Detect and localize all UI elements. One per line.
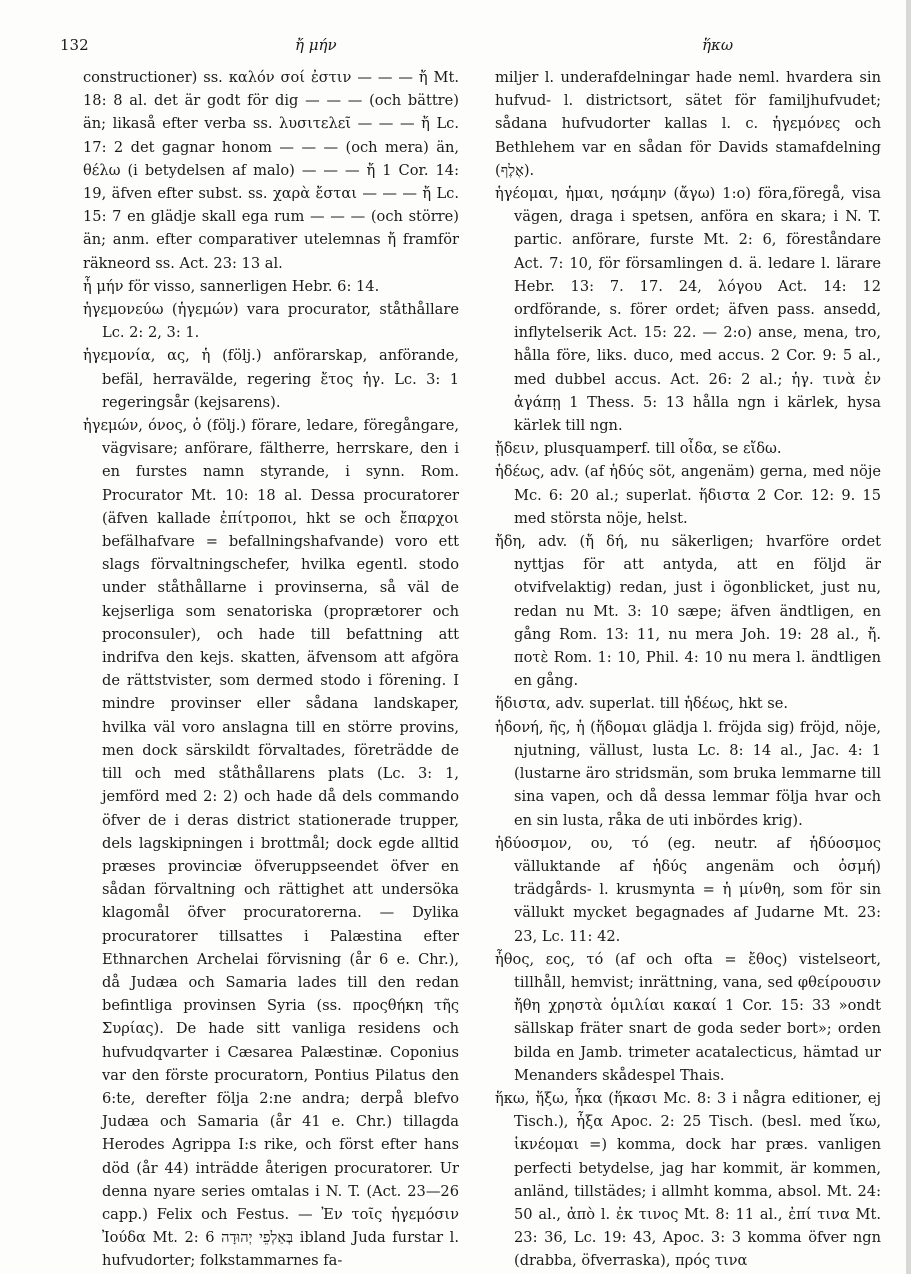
left-entry-0: constructioner) ss. καλόν σοί ἐστιν — — — ἤ Mt. 18: 8 al. det är godt för dig — — — (och bättre) än; likaså efter verba ss. λυσιτελεῖ — — — ἤ Lc. 17: 2 det gagnar honom — — — (och mera) än, θέλω (i betydelsen af malo) — — — ἤ 1 Cor. 14: 19, äfven efter subst. ss. χαρὰ ἔσται — — — ἤ Lc. 15: 7 en glädje skall ega rum — — — (och större) än; anm. efter comparativer utelemnas ἤ framför räkneord ss. Act. 23: 13 al. [83,69,459,272]
right-entry-1: ἡγέομαι, ἡμαι, ησάμην (ἄγω) 1:o) föra,föregå, visa vägen, draga i spetsen, anföra en skara; i N. T. partic. anförare, furste Mt. 2: 6, föreståndare Act. 7: 10, för församlingen d. ä. ledare l. lärare Hebr. 13: 7. 17. 24, λόγου Act. 14: 12 ordförande, s. förer ordet; äfven pass. ansedd, inflytelserik Act. 15: 22. — 2:o) anse, mena, tro, hålla före, liks. duco, med accus. 2 Cor. 9: 5 al., med dubbel accus. Act. 26: 2 al.; ἡγ. τινὰ ἐν ἀγάπῃ 1 Thess. 5: 13 hålla ngn i kärlek, hysa kärlek till ngn. [495,185,881,435]
page-edge-divider [906,0,911,1274]
right-entry-4: ἤδη, adv. (ἤ δή, nu säkerligen; hvarföre ordet nyttjas för att antyda, att en följd är otvifvelaktig) redan, just i ögonblicket, just nu, redan nu Mt. 3: 10 sæpe; äfven ändtligen, en gång Rom. 13: 11, nu mera Joh. 19: 28 al., ἤ. ποτὲ Rom. 1: 10, Phil. 4: 10 nu mera l. ändtligen en gång. [495,533,881,690]
left-entry-3: ἡγεμονία, ας, ἡ (följ.) anförarskap, anförande, befäl, herravälde, regering ἔτος ἡγ. Lc. 3: 1 regeringsår (kejsarens). [83,347,459,411]
right-entry-8: ἦθος, εος, τό (af och ofta = ἔθος) vistelseort, tillhåll, hemvist; inrättning, vana, sed φθείρουσιν ἤθη χρηστὰ ὁμιλίαι κακαί 1 Cor. 15: 33 »ondt sällskap fräter snart de goda seder bort»; orden bilda en Jamb. trimeter acatalecticus, hämtad ur Menanders skådespel Thais. [495,950,881,1084]
left-guide-word: ἤ μήν [295,36,337,54]
left-entry-1: ἦ μήν för visso, sannerligen Hebr. 6: 14. [83,277,380,295]
left-column [83,66,459,1270]
page-number: 132 [60,36,89,54]
right-entry-3: ἡδέως, adv. (af ἡδύς söt, angenäm) gerna, med nöje Mc. 6: 20 al.; superlat. ἥδιστα 2 Cor. 12: 9. 15 med största nöje, helst. [495,463,881,527]
right-entry-0: miljer l. underafdelningar hade neml. hvardera sin hufvud- l. districtsort, sätet för familjhufvudet; sådana hufvudorter kallas l. c. ἡγεμόνες och Bethlehem var en sådan för Davids stamafdelning (אֶלֶף). [495,69,881,179]
left-entry-2: ἡγεμονεύω (ἡγεμών) vara procurator, ståthållare Lc. 2: 2, 3: 1. [83,301,459,342]
right-guide-word: ἥκω [702,36,734,54]
right-entry-2: ᾔδειν, plusquamperf. till οἶδα, se εἴδω. [495,440,782,458]
right-entry-7: ἡδύοσμον, ου, τό (eg. neutr. af ἡδύοσμος välluktande af ἡδύς angenäm och ὀσμή) trädgårds- l. krusmynta = ἡ μίνθη, som för sin vällukt mycket begagnades af Judarne Mt. 23: 23, Lc. 11: 42. [495,834,881,945]
right-entry-5: ἥδιστα, adv. superlat. till ἡδέως, hkt se. [495,695,789,713]
right-entry-9: ἥκω, ἥξω, ἧκα (ἥκασι Mc. 8: 3 i några editioner, ej Tisch.), ἧξα Apoc. 2: 25 Tisch. (besl. med ἵκω, ἱκνέομαι =) komma, dock har præs. vanligen perfecti betydelse, jag har kommit, är kommen, anländ, tillstädes; i allmht komma, absol. Mt. 24: 50 al., ἀπὸ l. ἐκ τινος Mt. 8: 11 al., ἐπί τινα Mt. 23: 36, Lc. 19: 43, Apoc. 3: 3 komma öfver ngn (drabba, öfverraska), πρός τινα [495,1089,881,1270]
left-entry-4: ἡγεμών, όνος, ὁ (följ.) förare, ledare, föregångare, vägvisare; anförare, fältherre, herrskare, den i en furstes namn styrande, i synn. Rom. Procurator Mt. 10: 18 al. Dessa procuratorer (äfven kallade ἐπίτροποι, hkt se och ἔπαρχοι befälhafvare = befallningshafvande) voro ett slags förvaltningschefer, hvilka egentl. stodo under ståthållarne i provinserna, så väl de kejserliga som senatoriska (proprætorer och proconsuler), och hade till befattning att indrifva den kejs. skatten, äfvensom att afgöra de rättstvister, som dermed stodo i förening. I mindre provinser eller sådana landskaper, hvilka väl voro anslagna till en större provins, men dock särskildt förvaltades, företrädde de till och med ståthållarens plats (Lc. 3: 1, jemförd med 2: 2) och hade då dels commando öfver de i deras district stationerade trupper, dels lagskipningen i brottmål; dock egde alltid præses provinciæ öfveruppseendet öfver en sådan förvaltning och rättighet att undersöka klagomål öfver procuratorerna. — Dylika procuratorer tillsattes i Palæstina efter Ethnarchen Archelai förvisning (år 6 e. Chr.), då Judæa och Samaria lades till den redan befintliga provinsen Syria (ss. προςθήκη τῆς Συρίας). De hade sitt vanliga residens och hufvudqvarter i Cæsarea Palæstinæ. Coponius var den förste procuratorn, Pontius Pilatus den 6:te, derefter följa 2:ne andra; derpå blefvo Judæa och Samaria (år 41 e. Chr.) tillagda Herodes Agrippa I:s rike, och först efter hans död (år 44) inträdde återigen procuratorer. Ur denna nyare series omtalas i N. T. (Act. 23—26 capp.) Felix och Festus. — Ἐν τοῖς ἡγεμόσιν Ἰούδα Mt. 2: 6 בְּאַלְפֵי יְהוּדָה ibland Juda furstar l. hufvudorter; folkstammarnes fa- [83,417,459,1270]
running-header [60,36,890,62]
right-entry-6: ἡδονή, ῆς, ἡ (ἥδομαι glädja l. fröjda sig) fröjd, nöje, njutning, vällust, lusta Lc. 8: 14 al., Jac. 4: 1 (lustarne äro stridsmän, som bruka lemmarne till sina vapen, och då dessa lemmar följa hvar och en sin lusta, råka de uti inbördes krig). [495,718,881,829]
right-column [495,66,881,1270]
